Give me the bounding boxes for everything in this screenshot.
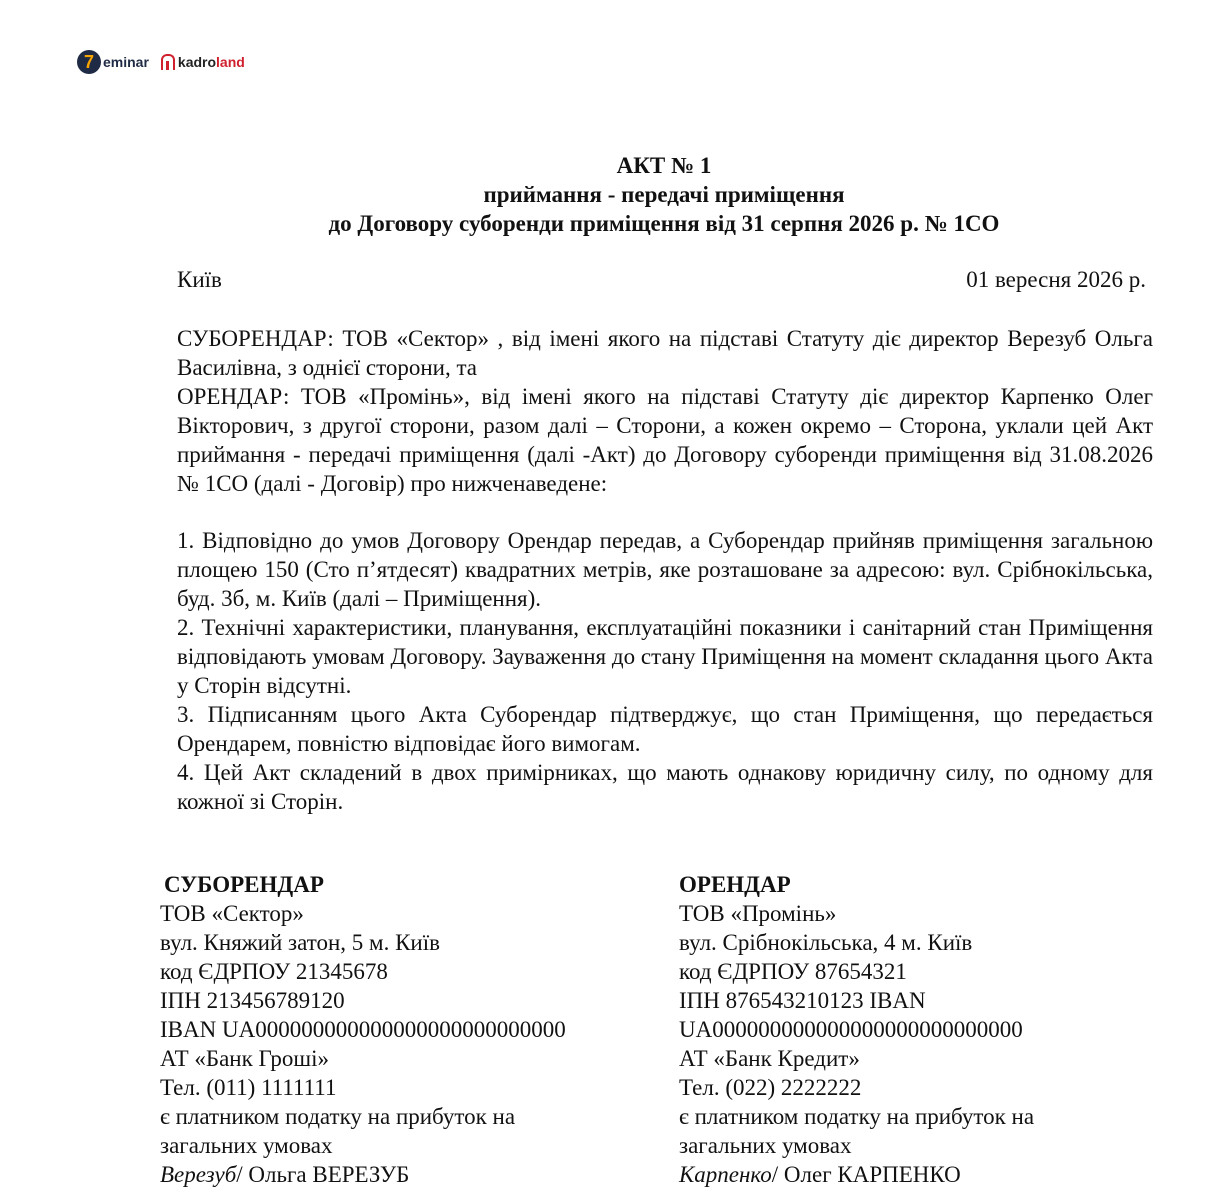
subtenant-phone: Тел. (011) 1111111	[160, 1075, 337, 1100]
tenant-company: ТОВ «Промінь»	[679, 901, 837, 926]
tenant-heading: ОРЕНДАР	[679, 872, 791, 897]
kadroland-house-icon	[161, 54, 175, 70]
tenant-iban: UA000000000000000000000000000	[679, 1017, 1023, 1042]
subtenant-edrpou: код ЄДРПОУ 21345678	[160, 959, 388, 984]
intro-subtenant-paragraph: СУБОРЕНДАР: ТОВ «Сектор» , від імені якого на підставі Статуту діє директор Верезуб Ольга Василівна, з однієї сторони, та	[177, 326, 1153, 380]
subtenant-ipn: ІПН 213456789120	[160, 988, 345, 1013]
subtenant-tax-line-1: є платником податку на прибуток на	[160, 1104, 516, 1129]
subtenant-address: вул. Княжий затон, 5 м. Київ	[160, 930, 440, 955]
document-date: 01 вересня 2026 р.	[966, 267, 1146, 292]
seminar-logo	[77, 50, 149, 74]
subtenant-iban: IBAN UA000000000000000000000000000	[160, 1017, 566, 1042]
subtenant-heading: СУБОРЕНДАР	[164, 872, 324, 897]
intro-section	[177, 324, 1153, 498]
tenant-signature: Карпенко/ Олег КАРПЕНКО	[679, 1162, 961, 1187]
tenant-ipn: ІПН 876543210123 IBAN	[679, 988, 926, 1013]
term-item-1: 1. Відповідно до умов Договору Орендар передав, а Суборендар прийняв приміщення загальною площею 150 (Сто п’ятдесят) квадратних метрів, яке розташоване за адресою: вул. Срібнокільська, буд. 3б, м. Київ (далі – Приміщення).	[177, 528, 1153, 611]
tenant-tax-line-2: загальних умовах	[679, 1133, 852, 1158]
tenant-details	[679, 870, 1034, 1189]
term-item-3: 3. Підписанням цього Акта Суборендар підтверджує, що стан Приміщення, що передається Орендарем, повністю відповідає його вимогам.	[177, 702, 1153, 756]
document-title	[0, 151, 1223, 238]
tenant-bank: АТ «Банк Кредит»	[679, 1046, 860, 1071]
kadroland-logo-word: kadroland	[177, 54, 245, 70]
tenant-edrpou: код ЄДРПОУ 87654321	[679, 959, 907, 984]
term-item-4: 4. Цей Акт складений в двох примірниках, що мають однакову юридичну силу, по одному для кожної зі Сторін.	[177, 760, 1153, 814]
subtenant-company: ТОВ «Сектор»	[160, 901, 304, 926]
tenant-address: вул. Срібнокільська, 4 м. Київ	[679, 930, 973, 955]
title-line-1: АКТ № 1	[616, 153, 712, 178]
subtenant-bank: АТ «Банк Гроші»	[160, 1046, 329, 1071]
seminar-logo-word: eminar	[103, 54, 149, 70]
subtenant-tax-line-2: загальних умовах	[160, 1133, 333, 1158]
kadroland-logo	[161, 54, 245, 70]
title-line-2: приймання - передачі приміщення	[483, 182, 845, 207]
subtenant-signature: Верезуб/ Ольга ВЕРЕЗУБ	[160, 1162, 410, 1187]
terms-list	[177, 526, 1153, 816]
header-logos	[77, 50, 245, 74]
tenant-tax-line-1: є платником податку на прибуток на	[679, 1104, 1035, 1129]
tenant-phone: Тел. (022) 2222222	[679, 1075, 862, 1100]
term-item-2: 2. Технічні характеристики, планування, експлуатаційні показники і санітарний стан Приміщення відповідають умовам Договору. Зауваження до стану Приміщення на момент складання цього Акта у Сторін відсутні.	[177, 615, 1153, 698]
title-line-3: до Договору суборенди приміщення від 31 серпня 2026 р. № 1СО	[328, 211, 1000, 236]
subtenant-details	[160, 870, 566, 1189]
intro-tenant-paragraph: ОРЕНДАР: ТОВ «Промінь», від імені якого на підставі Статуту діє директор Карпенко Олег Вікторович, з другої сторони, разом далі – Сторони, а кожен окремо – Сторона, уклали цей Акт приймання - передачі приміщення (далі -Акт) до Договору суборенди приміщення від 31.08.2026 № 1СО (далі - Договір) про нижченаведене:	[177, 384, 1153, 496]
place-of-signing: Київ	[177, 267, 222, 292]
seminar-seven-icon: 7	[77, 50, 101, 74]
